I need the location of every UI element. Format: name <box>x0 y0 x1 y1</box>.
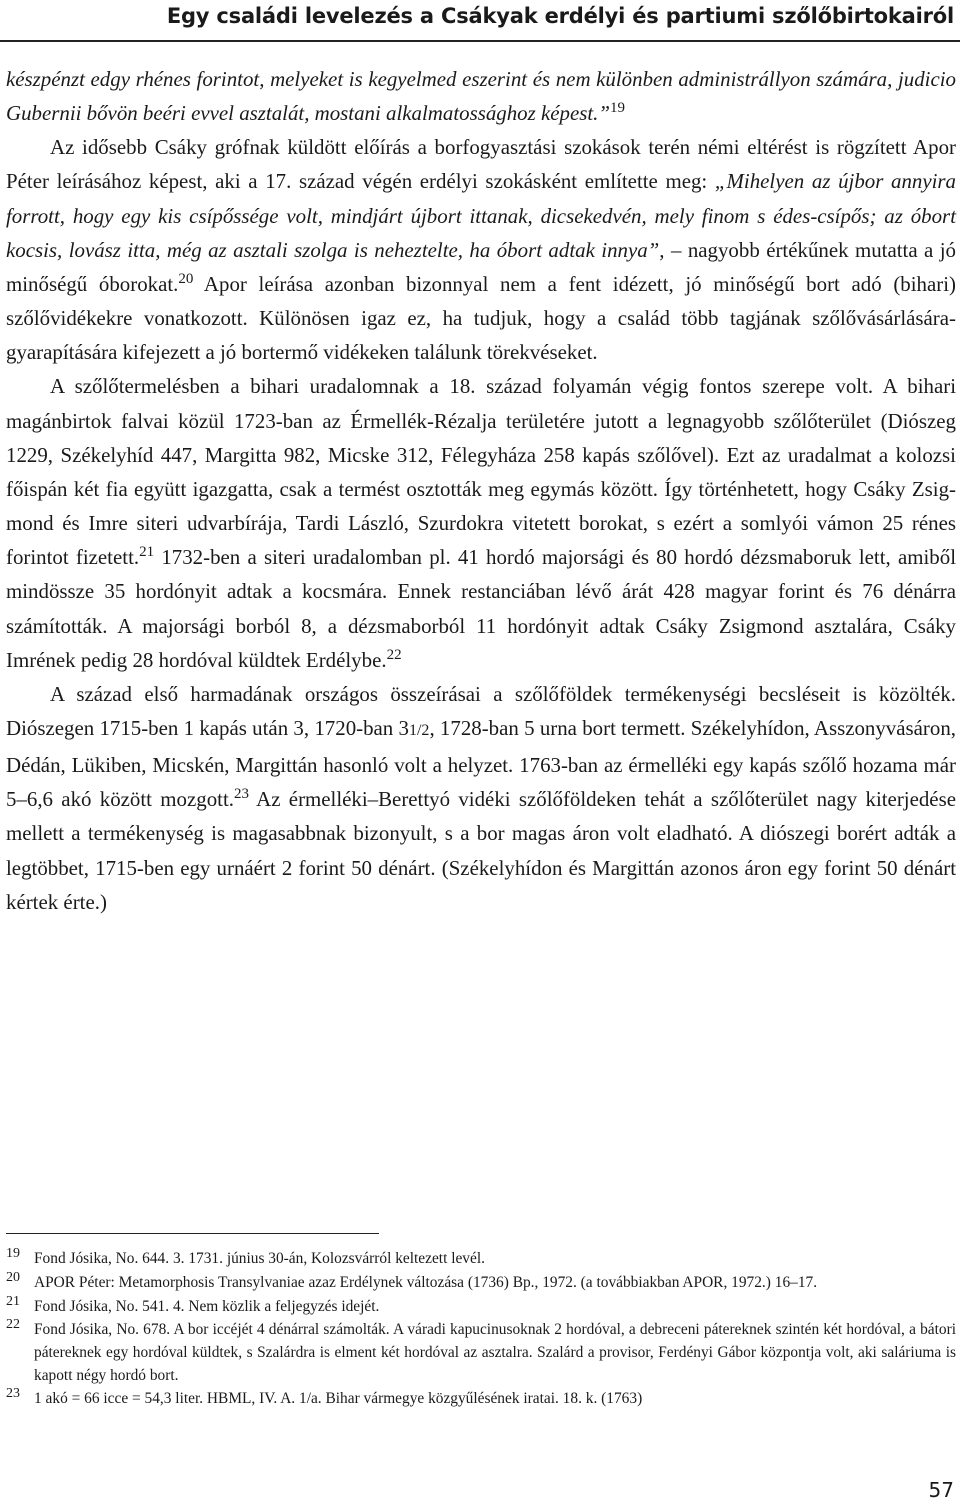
footnote-text: Fond Jósika, No. 678. A bor iccéjét 4 dénárral számolták. A váradi kapucinusoknak 2 hordóval, a debreceni pátereknek szintén két hordóval, a bátori pátereknek egy hordóval küldtek, s Szalárdra is elment két hordóval az asztalra. Szalárd a provisor, Ferdényi Gábor központja volt, aki saláriuma is kapott négy hordó bort. <box>34 1321 956 1384</box>
running-header <box>0 0 960 42</box>
footnote-ref-23[interactable]: 23 <box>233 786 249 803</box>
quote-text: készpénzt edgy rhénes forintot, melyeket is kegyelmed eszerint és nem különben administrállyon számára, judicio Gubernii bővön beéri evvel asztalát, mostani alkalmatossághoz képest. <box>6 67 956 126</box>
paragraph-3-text-a: A szőlőtermelésben a bihari uradalomnak a 18. század folyamán végig fontos szerepe volt. A bihari magánbirtok falvai közül 1723-ban az Érmellék-Rézalja területére jutott a legnagyobb szőlőterület (Diószeg 1229, Székelyhíd 447, Margitta 982, Micske 312, Félegyháza 258 kapás szőlővel). Ezt az uradalmat a kolozsi főispán két fia együtt igazgatta, csak a termést osztották meg egymás között. Így történhetett, hogy Csáky Zsigmond és Imre siteri udvarbírája, Tardi László, Szurdokra vitetett borokat, s ezért a somlyói vámon 25 rénes forintot fizetett. <box>6 374 956 570</box>
footnote-text: APOR Péter: Metamorphosis Transylvaniae azaz Erdélynek változása (1736) Bp., 1972. (a továbbiakban APOR, 1972.) 16–17. <box>34 1273 818 1291</box>
header-title: Egy családi levelezés a Csákyak erdélyi és partiumi szőlőbirtokairól <box>166 4 954 28</box>
footnote-number: 23 <box>6 1386 20 1402</box>
paragraph-3-text-b: 1732-ben a siteri uradalomban pl. 41 hordó majorsági és 80 hordó dézsmaboruk lett, amiből mindössze 35 hordónyit adtak a kocsmára. Ennek restanciában lévő árát 428 magyar forint és 76 dénárra számították. A majorsági borból 8, a dézsmaborból 11 hordónyit adtak Csáky Zsigmond asztalára, Csáky Imrének pedig 28 hordóval küldtek Erdélybe. <box>6 545 956 672</box>
footnote-text: 1 akó = 66 icce = 54,3 liter. HBML, IV. A. 1/a. Bihar vármegye közgyűlésének iratai. 18. k. (1763) <box>34 1390 643 1408</box>
paragraph-2-text-b: – nagyobb értékűnek mutatta a jó minőségű óborokat. <box>6 237 956 296</box>
footnote-21 <box>6 1293 956 1319</box>
footnote-ref-22[interactable]: 22 <box>386 646 402 663</box>
footnote-ref-20[interactable]: 20 <box>178 270 194 287</box>
main-text <box>6 62 956 919</box>
paragraph-4 <box>6 677 956 919</box>
footnote-number: 19 <box>6 1246 20 1261</box>
page-number: 57 <box>928 1478 954 1502</box>
footnote-number: 20 <box>6 1269 20 1285</box>
footnote-number: 21 <box>6 1293 20 1309</box>
paragraph-3 <box>6 369 956 676</box>
footnote-22 <box>6 1319 956 1387</box>
paragraph-1 <box>6 62 956 130</box>
fraction-half: 1/2 <box>408 721 430 739</box>
paragraph-4-text-b: , 1728-ban 5 urna bort termett. Székelyhídon, Asszonyvásáron, Dédán, Lükiben, Micskén, Margittán hasonló volt a helyzet. 1763-ban az érmelléki egy kapás szőlő hozama már 5–6,6 akó között mozgott. <box>6 715 957 812</box>
paragraph-2-text-c: Apor leírása azonban bizonnyal nem a fent idézett, jó minőségű bort adó (bihari) szőlővidékekre vonatkozott. Különösen igaz ez, ha tudjuk, hogy a család több tagjának szőlővásárlására-gyarapítására kifejezett a jó bortermő vidékeken találunk törekvéseket. <box>6 271 956 365</box>
footnotes <box>6 1248 956 1412</box>
footnote-23 <box>6 1388 956 1411</box>
closing-quote-mark: ” <box>598 101 611 126</box>
footnote-19 <box>6 1248 956 1271</box>
footnote-ref-19[interactable]: 19 <box>610 100 626 117</box>
footnote-number: 22 <box>6 1317 20 1333</box>
apor-quote: „Mihelyen az újbor annyira forrott, hogy egy kis csípőssége volt, mindjárt újbort ittanak, dicsekedvén, mely finom s édes-csípős; az óbort kocsis, lovász itta, még az asztali szolga is neheztelte, ha óbort adtak innya”, <box>6 169 956 262</box>
paragraph-2-text-a: Az idősebb Csáky grófnak küldött előírás a borfogyasztási szokások terén némi eltérést is rögzített Apor Péter leírásához képest, aki a 17. század végén erdélyi szokásként említette meg: <box>6 135 956 194</box>
footnote-text: Fond Jósika, No. 541. 4. Nem közlik a feljegyzés idejét. <box>34 1297 380 1315</box>
paragraph-2 <box>6 130 956 369</box>
footnote-separator <box>6 1233 379 1234</box>
paragraph-4-text-a: A század első harmadának országos összeírásai a szőlőföldek termékenységi becsléseit is közölték. Diószegen 1715-ben 1 kapás után 3, 1720-ban 3 <box>6 681 956 740</box>
footnote-text: Fond Jósika, No. 644. 3. 1731. június 30-án, Kolozsvárról keltezett levél. <box>34 1250 485 1267</box>
paragraph-4-text-c: Az érmelléki–Berettyó vidéki szőlőföldeken tehát a szőlőterület nagy kiterjedése mellett a termékenység is magasabbnak bizonyult, s a bor magas áron volt eladható. A diószegi borért adták a legtöbbet, 1715-ben egy urnáért 2 forint 50 dénárt. (Székelyhídon és Margittán azonos áron egy forint 50 dénárt kértek érte.) <box>6 787 956 914</box>
footnote-20 <box>6 1269 956 1295</box>
footnote-ref-21[interactable]: 21 <box>139 544 155 561</box>
